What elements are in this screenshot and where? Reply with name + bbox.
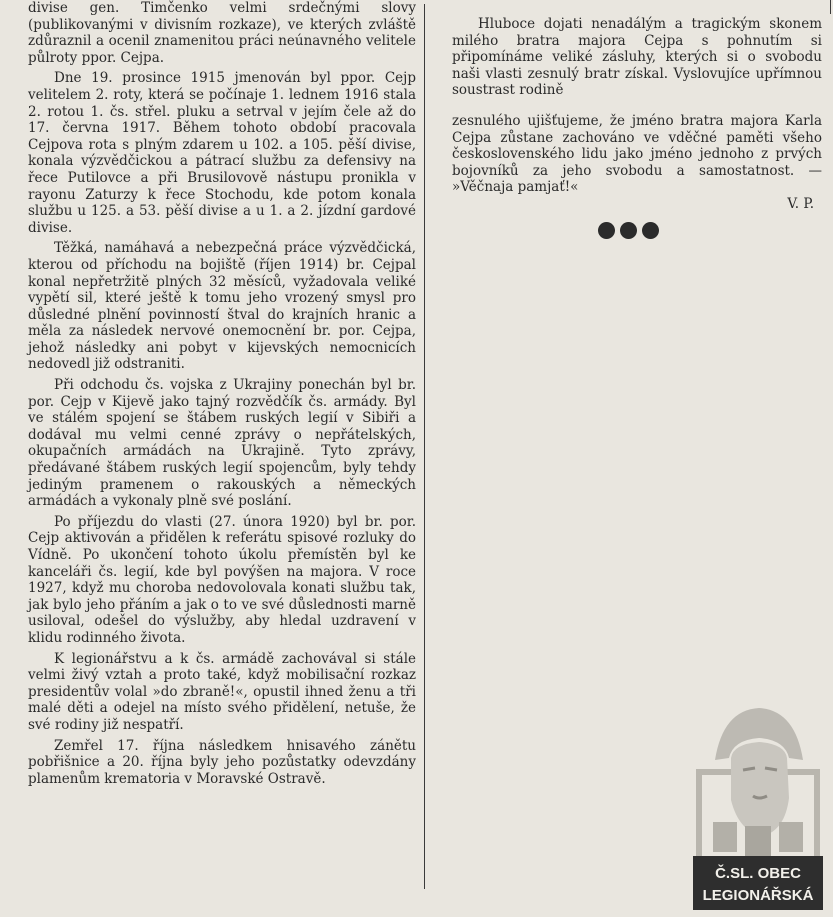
- tribute-paragraph-continued: zesnulého ujišťujeme, že jméno bratra majora Karla Cejpa zůstane zachováno ve vděčné paměti všeho československého lidu jako jméno jednoho z prvých bojovníků za jeho svobodu a samostatnost. — »Věčnaja pamjať!«: [452, 112, 822, 196]
- emblem-bottom-text: LEGIONÁŘSKÁ: [702, 887, 814, 904]
- legion-emblem-icon: [693, 700, 823, 912]
- article-paragraph: divise gen. Timčenko velmi srdečnými slovy (publikovanými v divisním rozkaze), ve kterých zvláště zdůraznil a ocenil znamenitou práci neúnavného velitele půlroty ppor. Cejpa.: [28, 0, 416, 66]
- article-paragraph: Po příjezdu do vlasti (27. února 1920) byl br. por. Cejp aktivován a přidělen k referátu spisové rozluky do Vídně. Po ukončení tohoto úkolu přemístěn byl ke kanceláři čs. legií, kde byl povýšen na majora. V roce 1927, když mu choroba nedovolovala konati službu tak, jak bylo jeho přáním a jak o to ve své důslednosti marně usiloval, odešel do výslužby, aby hledal uzdravení v klidu rodinného života.: [28, 513, 416, 646]
- section-separator: [598, 222, 659, 239]
- emblem-top-text: Č.SL. OBEC: [715, 865, 801, 882]
- article-paragraph: Těžká, namáhavá a nebezpečná práce výzvědčická, kterou od příchodu na bojiště (říjen 1914) br. Cejpal konal nepřetržitě plných 32 měsíců, vyžadovala veliké vypětí sil, které ještě k tomu jeho vrozený smysl pro důsledné plnění povinností štval do krajních hranic a měla za následek nervové onemocnění br. por. Cejpa, jehož následky ani pobyt v kijevských nemocnicích nedovedl již odstraniti.: [28, 240, 416, 373]
- obituary-article-column: [28, 0, 416, 787]
- edge-divider: [830, 0, 831, 14]
- article-paragraph: K legionářstvu a k čs. armádě zachovával si stále velmi živý vztah a proto také, když mobilisační rozkaz presidentův volal »do zbraně!«, opustil ihned ženu a tři malé děti a odejel na místo svého přidělení, netuše, že své rodiny již nespatří.: [28, 650, 416, 733]
- article-paragraph: Při odchodu čs. vojska z Ukrajiny ponechán byl br. por. Cejp v Kijevě jako tajný rozvědčík čs. armády. Byl ve stálém spojení se štábem ruských legií v Sibiři a dodával mu velmi cenné zprávy o nepřátelských, okupačních armádách na Ukrajině. Tyto zprávy, předávané štábem ruských legií spojencům, byly tehdy jediným pramenem o rakouských a německých armádách a vykonaly plně své poslání.: [28, 377, 416, 510]
- separator-dot-icon: [598, 222, 615, 239]
- separator-dot-icon: [642, 222, 659, 239]
- article-paragraph: Zemřel 17. října následkem hnisavého zánětu pobřišnice a 20. října byly jeho pozůstatky odevzdány plamenům krematoria v Moravské Ostravě.: [28, 737, 416, 787]
- column-divider: [424, 4, 425, 889]
- tribute-signature: V. P.: [787, 195, 814, 212]
- separator-dot-icon: [620, 222, 637, 239]
- article-paragraph: Dne 19. prosince 1915 jmenován byl ppor. Cejp velitelem 2. roty, která se počínaje 1. lednem 1916 stala 2. rotou 1. čs. střel. pluku a setrval v jejím čele až do 17. června 1917. Během tohoto období pracovala Cejpova rota s plným zdarem u 102. a 105. pěší divise, konala výzvědčickou a pátrací službu za defensivy na řece Putilovce a při Brusilovově nástupu pronikla v rayonu Zaturzy k řece Stochodu, kde potom konala službu u 125. a 53. pěší divise a u 1. a 2. jízdní gardové divise.: [28, 70, 416, 236]
- tribute-paragraph: Hluboce dojati nenadálým a tragickým skonem milého bratra majora Cejpa s pohnutím si připomínáme veliké zásluhy, kterých si o svobodu naši vlasti zesnulý bratr získal. Vyslovujíce upřímnou soustrast rodině: [452, 16, 822, 99]
- tribute-column: [452, 16, 822, 213]
